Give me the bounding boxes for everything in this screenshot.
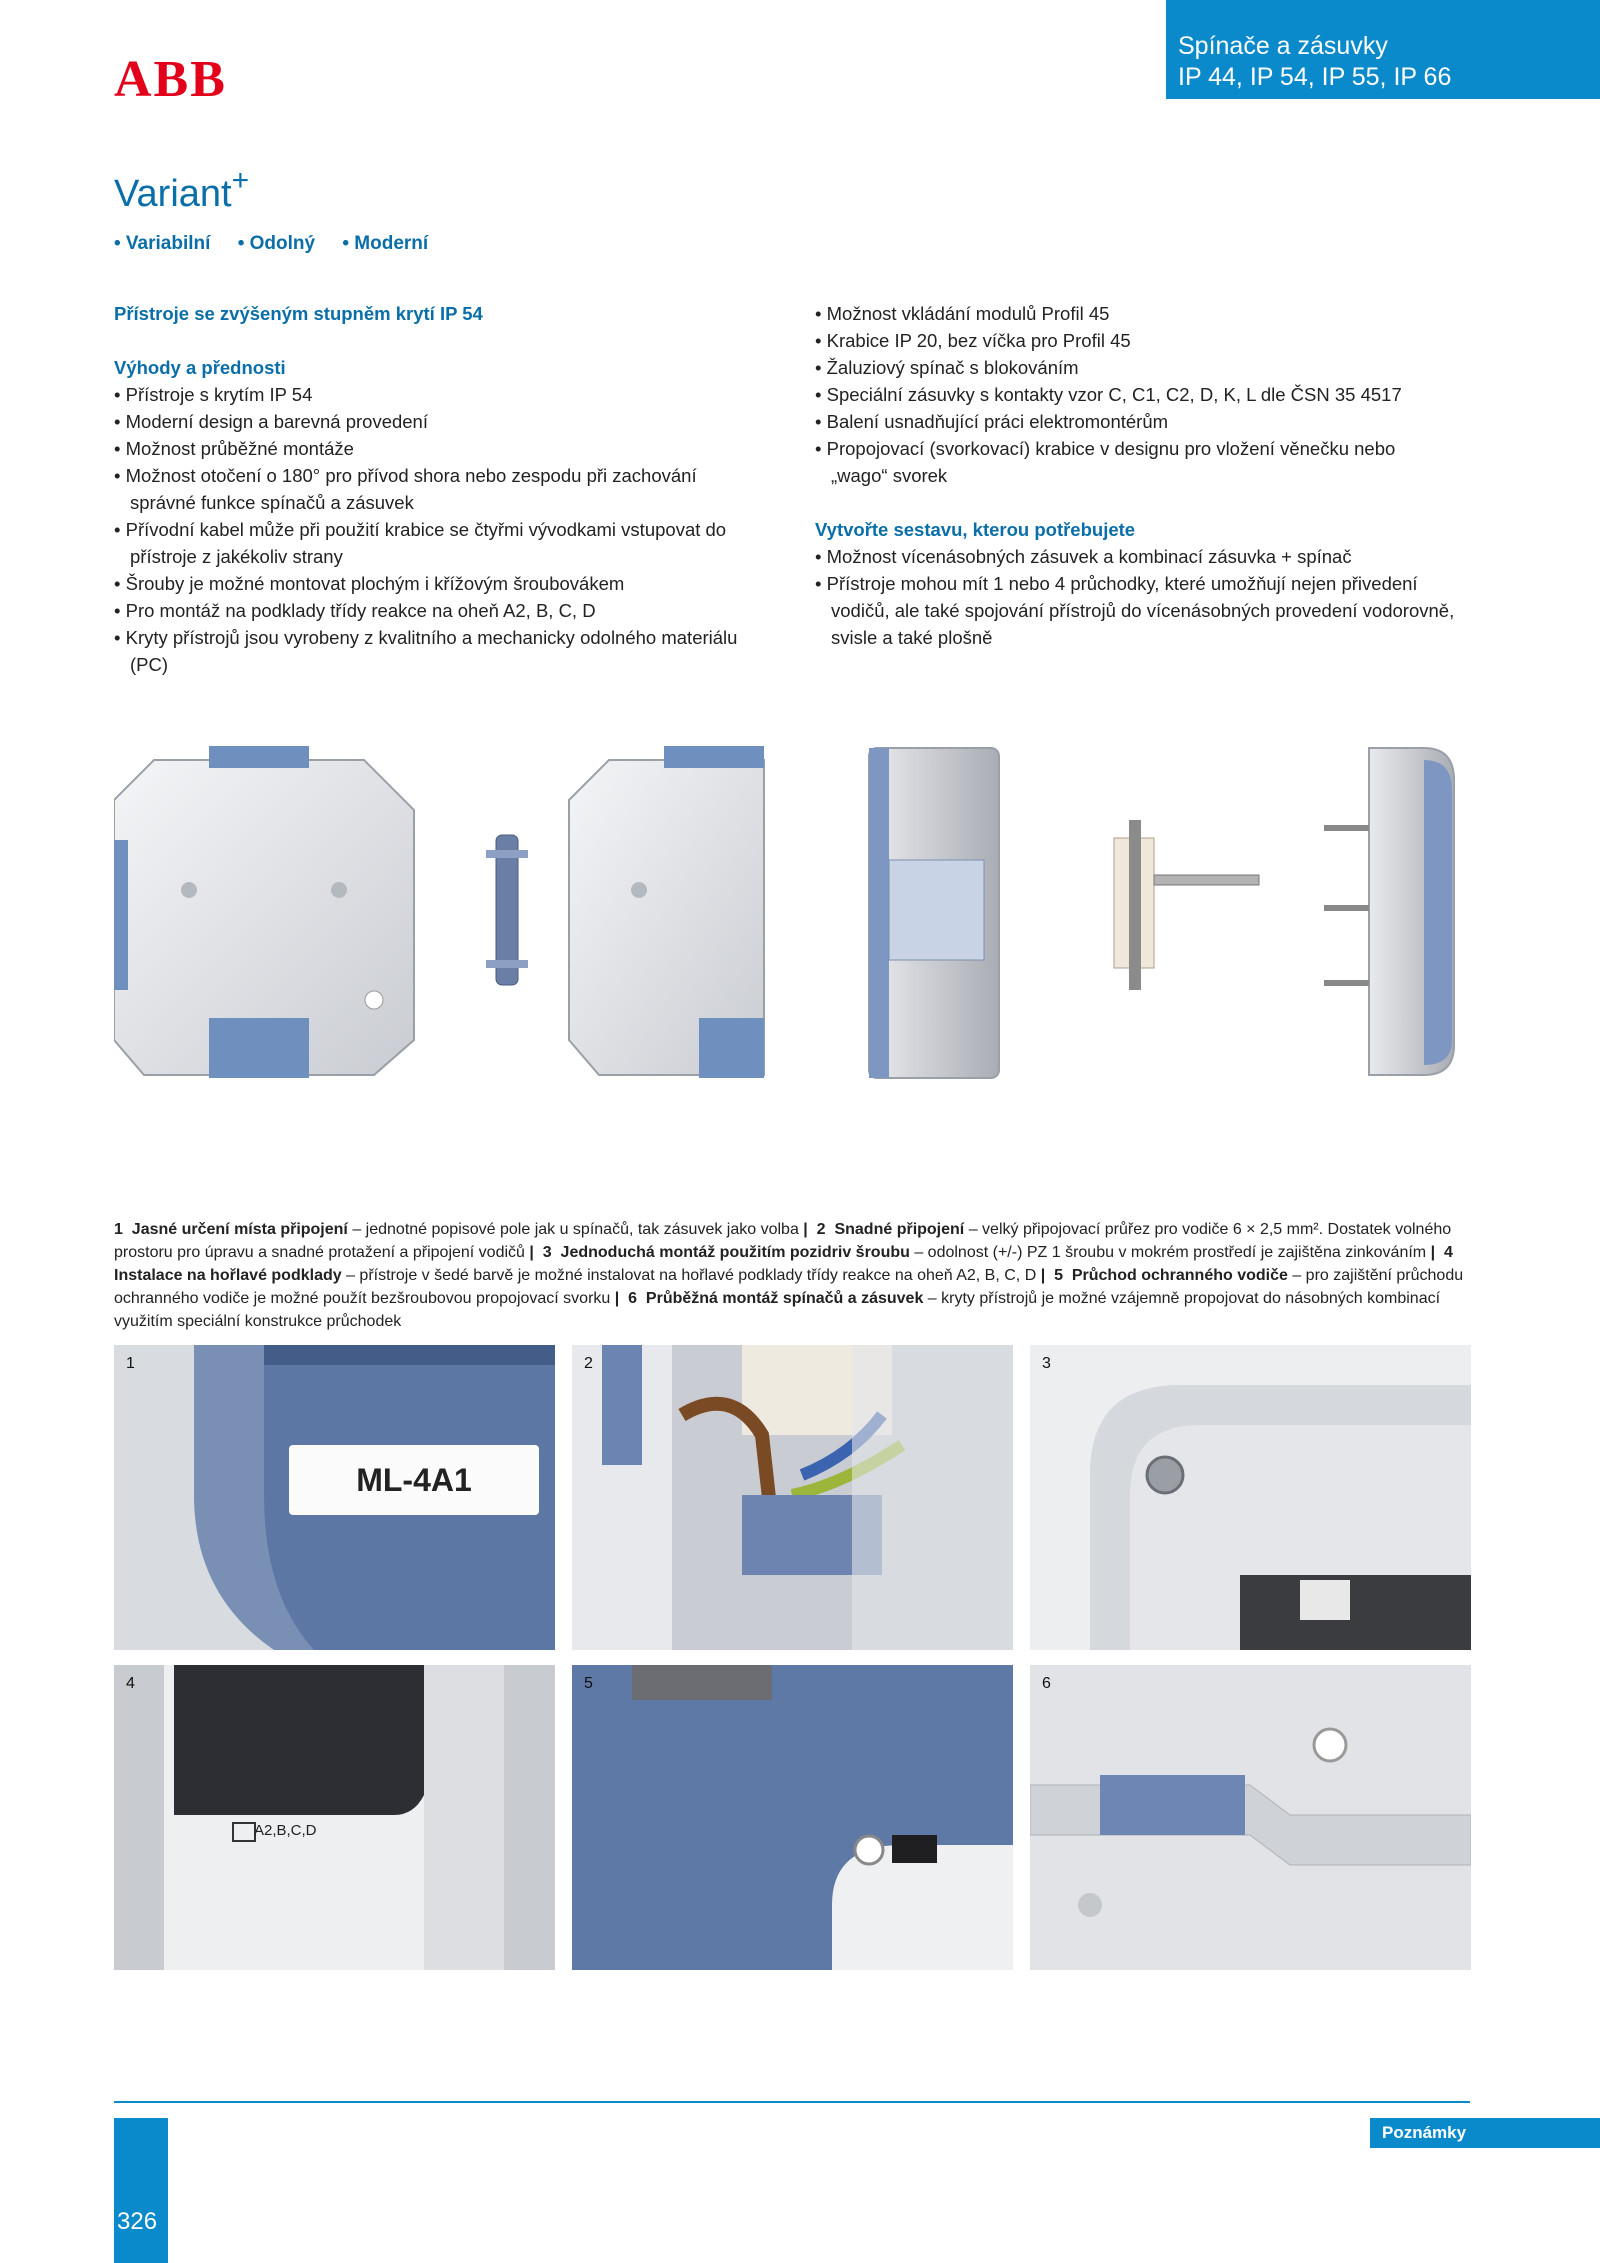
category-line2: IP 44, IP 54, IP 55, IP 66 (1178, 63, 1452, 91)
list-item: • Moderní design a barevná provedení (114, 411, 428, 432)
caption-sep: | (803, 1221, 808, 1238)
caption-title: Průběžná montáž spínačů a zásuvek (645, 1290, 924, 1307)
caption-text: – přístroje v šedé barvě je možné instalovat na hořlavé podklady třídy reakce na oheň A2, B, C, D (341, 1267, 1041, 1284)
tile-number: 3 (1042, 1355, 1051, 1372)
tile-number: 1 (126, 1355, 135, 1372)
list-item: • Šrouby je možné montovat plochým i křížovým šroubovákem (114, 573, 625, 594)
tile-number: 2 (584, 1355, 593, 1372)
section-heading: Vytvořte sestavu, kterou potřebujete (815, 519, 1136, 540)
label-ml4a1: ML-4A1 (289, 1445, 539, 1515)
tile-number: 4 (126, 1675, 135, 1692)
feature-caption (114, 1218, 1474, 1333)
list-item: • Kryty přístrojů jsou vyrobeny z kvalitního a mechanicky odolného materiálu (PC) (114, 627, 738, 675)
caption-num: 6 (628, 1290, 638, 1307)
list-item: • Propojovací (svorkovací) krabice v designu pro vložení věnečku nebo „wago“ svorek (815, 438, 1396, 486)
cover-side-view (1324, 748, 1454, 1075)
box-side-view (869, 748, 999, 1078)
list-item: • Přívodní kabel může při použití krabice se čtyřmi vývodkami vstupovat do přístroje z jakékoliv strany (114, 519, 727, 567)
caption-num: 3 (542, 1244, 552, 1261)
list-item: • Balení usnadňující práci elektromontérům (815, 411, 1169, 432)
caption-text: – odolnost (+/-) PZ 1 šroubu v mokrém prostředí je zajištěna zinkováním (909, 1244, 1431, 1261)
list-item: • Přístroje s krytím IP 54 (114, 384, 313, 405)
category-banner (1166, 0, 1600, 99)
caption-num: 1 (114, 1221, 123, 1238)
tile-number: 6 (1042, 1675, 1051, 1692)
notes-tab[interactable] (1370, 2118, 1600, 2148)
page-number: 326 (117, 2208, 158, 2235)
tile-number: 5 (584, 1675, 593, 1692)
list-item: • Žaluziový spínač s blokováním (815, 357, 1079, 378)
caption-num: 4 (1443, 1244, 1453, 1261)
detail-photo-label-field (114, 1345, 555, 1650)
category-line1: Spínače a zásuvky (1178, 32, 1388, 60)
caption-sep: | (614, 1290, 620, 1307)
list-item: • Speciální zásuvky s kontakty vzor C, C1, C2, D, K, L dle ČSN 35 4517 (815, 384, 1402, 405)
list-item: • Pro montáž na podklady třídy reakce na oheň A2, B, C, D (114, 600, 596, 621)
gasket-part (486, 835, 528, 985)
caption-text: – kryty přístrojů je možné vzájemně propojovat do násobných kombinací využitím speciální konstrukce průchodek (114, 1290, 1441, 1330)
caption-title: Jasné určení místa připojení (131, 1221, 348, 1238)
notes-label: Poznámky (1382, 2123, 1467, 2142)
detail-photo-earth-terminal (572, 1665, 1013, 1970)
left-column (114, 300, 754, 678)
list-item: • Přístroje mohou mít 1 nebo 4 průchodky, které umožňují nejen přivedení vodičů, ale také spojování přístrojů do vícenásobných provedení vodorovně, svisle a také plošně (815, 573, 1455, 648)
caption-title: Jednoduchá montáž použitím pozidriv šroubu (560, 1244, 910, 1261)
caption-num: 2 (816, 1221, 826, 1238)
page-number-bar (114, 2118, 168, 2263)
list-item: • Krabice IP 20, bez víčka pro Profil 45 (815, 330, 1131, 351)
tagline-item: • Moderní (342, 233, 429, 254)
caption-title: Snadné připojení (834, 1221, 965, 1238)
right-column (815, 300, 1455, 651)
box-open-partial (569, 746, 764, 1078)
caption-sep: | (529, 1244, 534, 1261)
abb-logo: ABB (114, 51, 227, 108)
socket-insert (1114, 820, 1259, 990)
caption-title: Průchod ochranného vodiče (1071, 1267, 1288, 1284)
caption-num: 5 (1054, 1267, 1063, 1284)
section-heading: Výhody a přednosti (114, 357, 286, 378)
caption-sep: | (1040, 1267, 1046, 1284)
caption-text: – velký připojovací průřez pro vodiče 6 × 2,5 mm². Dostatek volného prostoru pro úpravu a snadné protažení a připojení vodičů (114, 1221, 1452, 1261)
tagline (114, 233, 450, 255)
caption-text: – jednotné popisové pole jak u spínačů, tak zásuvek jako volba (347, 1221, 804, 1238)
list-item: • Možnost průběžné montáže (114, 438, 354, 459)
detail-photo-fire-class (114, 1665, 555, 1970)
section-heading: Přístroje se zvýšeným stupněm krytí IP 54 (114, 303, 483, 324)
list-item: • Možnost vkládání modulů Profil 45 (815, 303, 1110, 324)
list-item: • Možnost otočení o 180° pro přívod shora nebo zespodu při zachování správné funkce spínačů a zásuvek (114, 465, 697, 513)
tagline-item: • Odolný (237, 233, 316, 254)
fire-class-label: A2,B,C,D (254, 1822, 317, 1839)
detail-photo-through-mounting (1030, 1665, 1471, 1970)
page-title (114, 164, 249, 216)
list-item: • Možnost vícenásobných zásuvek a kombinací zásuvka + spínač (815, 546, 1352, 567)
footer-divider (114, 2101, 1470, 2103)
box-open-front (114, 746, 414, 1078)
detail-photo-screw (1030, 1345, 1471, 1650)
tagline-item: • Variabilní (114, 233, 211, 254)
caption-title: Instalace na hořlavé podklady (114, 1267, 342, 1284)
detail-photo-wiring (572, 1345, 1013, 1650)
fire-class-mark (232, 1822, 256, 1842)
title-sup: + (231, 164, 250, 197)
product-photo-strip (114, 740, 1474, 1100)
caption-text: – pro zajištění průchodu ochranného vodiče je možné použít bezšroubovou propojovací svorku (114, 1267, 1464, 1307)
caption-sep: | (1430, 1244, 1436, 1261)
title-main: Variant (114, 173, 232, 215)
